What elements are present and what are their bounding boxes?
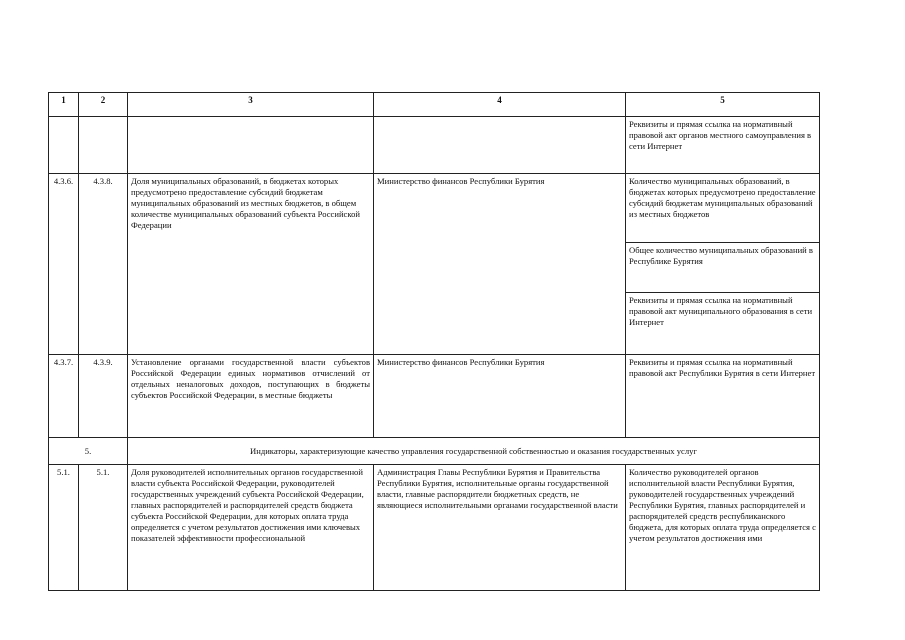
cell-number: 5.1. xyxy=(79,465,128,591)
cell-number: 5.1. xyxy=(49,465,79,591)
cell-indicator: Доля руководителей исполнительных органов государственной власти субъекта Российской Федерации, руководителей государственных учреждений субъекта Российской Федерации, главных распорядителей и распорядителей средств бюджета субъекта Российской Федерации, для которых оплата труда определяется с учетом результатов достижения ими ключевых показателей эффективности профессиональной xyxy=(128,465,374,591)
cell xyxy=(49,117,79,174)
header-col-2: 2 xyxy=(79,93,128,117)
table-row xyxy=(49,174,820,243)
cell-source: Общее количество муниципальных образований в Республике Бурятия xyxy=(626,243,820,293)
cell-number: 4.3.8. xyxy=(79,174,128,355)
cell-requisites: Реквизиты и прямая ссылка на нормативный правовой акт муниципального образования в сети Интернет xyxy=(626,293,820,355)
cell-requisites: Реквизиты и прямая ссылка на нормативный правовой акт Республики Бурятия в сети Интернет xyxy=(626,355,820,438)
cell xyxy=(128,117,374,174)
cell-responsible: Администрация Главы Республики Бурятия и Правительства Республики Бурятия, исполнительные органы государственной власти, главные распорядители бюджетных средств, не являющиеся исполнительными органами государственной власти xyxy=(374,465,626,591)
header-col-4: 4 xyxy=(374,93,626,117)
cell-source: Количество руководителей органов исполнительной власти Республики Бурятия, руководителей государственных учреждений Республики Бурятия, главных распорядителей и распорядителей средств республиканского бюджета, для которых оплата труда определяется с учетом результатов достижения ими xyxy=(626,465,820,591)
cell xyxy=(374,117,626,174)
header-col-1: 1 xyxy=(49,93,79,117)
section-title: Индикаторы, характеризующие качество управления государственной собственностью и оказания государственных услуг xyxy=(128,438,820,465)
header-col-3: 3 xyxy=(128,93,374,117)
table-row xyxy=(49,355,820,438)
header-col-5: 5 xyxy=(626,93,820,117)
cell-number: 4.3.6. xyxy=(49,174,79,355)
cell-number: 4.3.9. xyxy=(79,355,128,438)
cell-indicator: Установление органами государственной власти субъектов Российской Федерации единых нормативов отчислений от отдельных неналоговых доходов, поступающих в бюджеты субъектов Российской Федерации, в местные бюджеты xyxy=(128,355,374,438)
table-row xyxy=(49,117,820,174)
cell-responsible: Министерство финансов Республики Бурятия xyxy=(374,355,626,438)
indicators-table xyxy=(48,92,820,591)
cell-source: Количество муниципальных образований, в бюджетах которых предусмотрено предоставление субсидий бюджетам муниципальных образований из местных бюджетов xyxy=(626,174,820,243)
section-row xyxy=(49,438,820,465)
cell-number: 4.3.7. xyxy=(49,355,79,438)
cell-responsible: Министерство финансов Республики Бурятия xyxy=(374,174,626,355)
cell xyxy=(79,117,128,174)
table-header-row xyxy=(49,93,820,117)
cell-indicator: Доля муниципальных образований, в бюджетах которых предусмотрено предоставление субсидий бюджетам муниципальных образований из местных бюджетов, в общем количестве муниципальных образований субъекта Российской Федерации xyxy=(128,174,374,355)
cell-requisites: Реквизиты и прямая ссылка на нормативный правовой акт органов местного самоуправления в сети Интернет xyxy=(626,117,820,174)
table-row xyxy=(49,465,820,591)
section-number: 5. xyxy=(49,438,128,465)
